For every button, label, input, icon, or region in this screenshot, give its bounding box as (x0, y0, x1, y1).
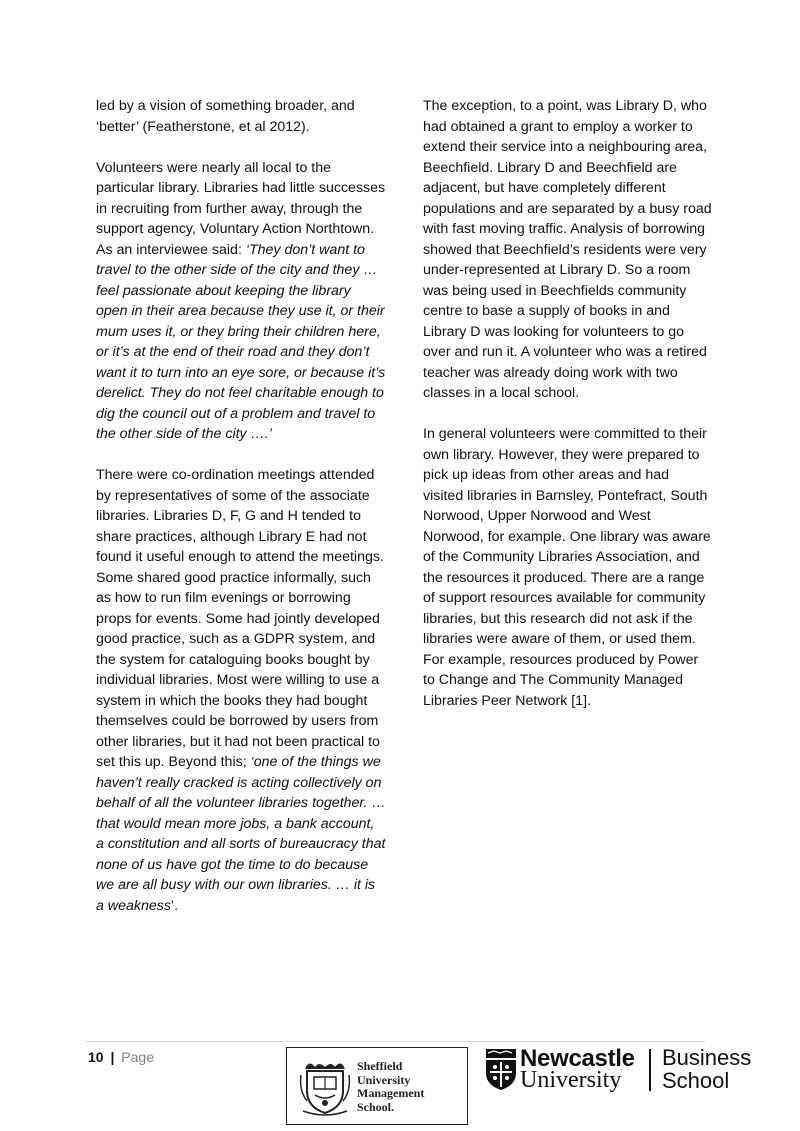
page-number-value: 10 (88, 1049, 104, 1065)
page-number (88, 1049, 154, 1065)
paragraph (96, 158, 386, 445)
right-column (423, 96, 713, 732)
newcastle-wordmark: Newcastle (520, 1045, 635, 1072)
school-wordmark: School (662, 1068, 730, 1093)
newcastle-crest-icon (484, 1047, 518, 1091)
university-wordmark: University (520, 1067, 622, 1093)
logo-text-line: Sheffield (357, 1059, 403, 1073)
logo-separator (649, 1049, 651, 1091)
quote-end: ’. (170, 897, 179, 914)
logo-text-line: School. (357, 1099, 395, 1114)
footer-divider (85, 1041, 705, 1042)
paragraph-text: Volunteers were nearly all local to the particular library. Libraries had little successes in recruiting from further away, through the support agency, Voluntary Action Northtown. As an interviewee said: (96, 159, 386, 258)
sheffield-management-school-logo (286, 1047, 468, 1125)
interview-quote: ‘one of the things we haven’t really cracked is acting collectively on behalf of all the volunteer libraries together. … that would mean more jobs, a bank account, a constitution and all sorts of bureaucracy that none of us have got the time to do because we are all busy with our own libraries. … it is a weakness (96, 754, 386, 914)
crest-icon (299, 1055, 351, 1117)
logo-text-line: Management (357, 1086, 425, 1100)
paragraph: The exception, to a point, was Library D, who had obtained a grant to employ a worker to extend their service into a neighbouring area, Beechfield. Library D and Beechfield are adjacent, but have completely different populations and are separated by a busy road with fast moving traffic. Analysis of borrowing showed that Beechfield’s residents were very under-represented at Library D. So a room was being used in Beechfields community centre to base a supply of books in and Library D was looking for volunteers to go over and run it. A volunteer who was a retired teacher was already doing work with two classes in a local school. (423, 98, 712, 401)
newcastle-university-business-school-logo (484, 1047, 759, 1097)
paragraph-text: There were co-ordination meetings attended by representatives of some of the associate libraries. Libraries D, F, G and H tended to share practices, although Library E had not found it useful enough to attend the meetings. Some shared good practice informally, such as how to run film evenings or borrowing props for events. Some had jointly developed good practice, such as a GDPR system, and the system for cataloguing books bought by individual libraries. Most were willing to use a system in which the books they had bought themselves could be borrowed by users from other libraries, but it had not been practical to set this up. Beyond this; (96, 467, 384, 770)
business-wordmark: Business (662, 1045, 752, 1070)
paragraph (96, 465, 386, 916)
logo-text-line: University (357, 1072, 411, 1087)
sms-logo-text (357, 1060, 424, 1114)
paragraph: In general volunteers were committed to their own library. However, they were prepared to pick up ideas from other areas and had visited libraries in Barnsley, Pontefract, South Norwood, Upper Norwood and West Norwood, for example. One library was aware of the Community Libraries Association, and the resources it produced. There are a range of support resources available for community libraries, but this research did not ask if the libraries were aware of them, or used them. For example, resources produced by Power to Change and The Community Managed Libraries Peer Network [1]. (423, 426, 711, 709)
page-label: Page (121, 1049, 154, 1065)
paragraph: led by a vision of something broader, and ‘better’ (Featherstone, et al 2012). (96, 98, 355, 135)
page-separator: | (110, 1049, 115, 1065)
left-column (96, 96, 386, 937)
interview-quote: ‘They don’t want to travel to the other side of the city and they … feel passionate about keeping the library open in their area because they use it, or their mum uses it, or they bring their children here, or it’s at the end of their road and they don’t want it to turn into an eye sore, or because it’s derelict. They do not feel charitable enough to dig the council out of a problem and travel to the other side of the city ….’ (96, 241, 386, 442)
